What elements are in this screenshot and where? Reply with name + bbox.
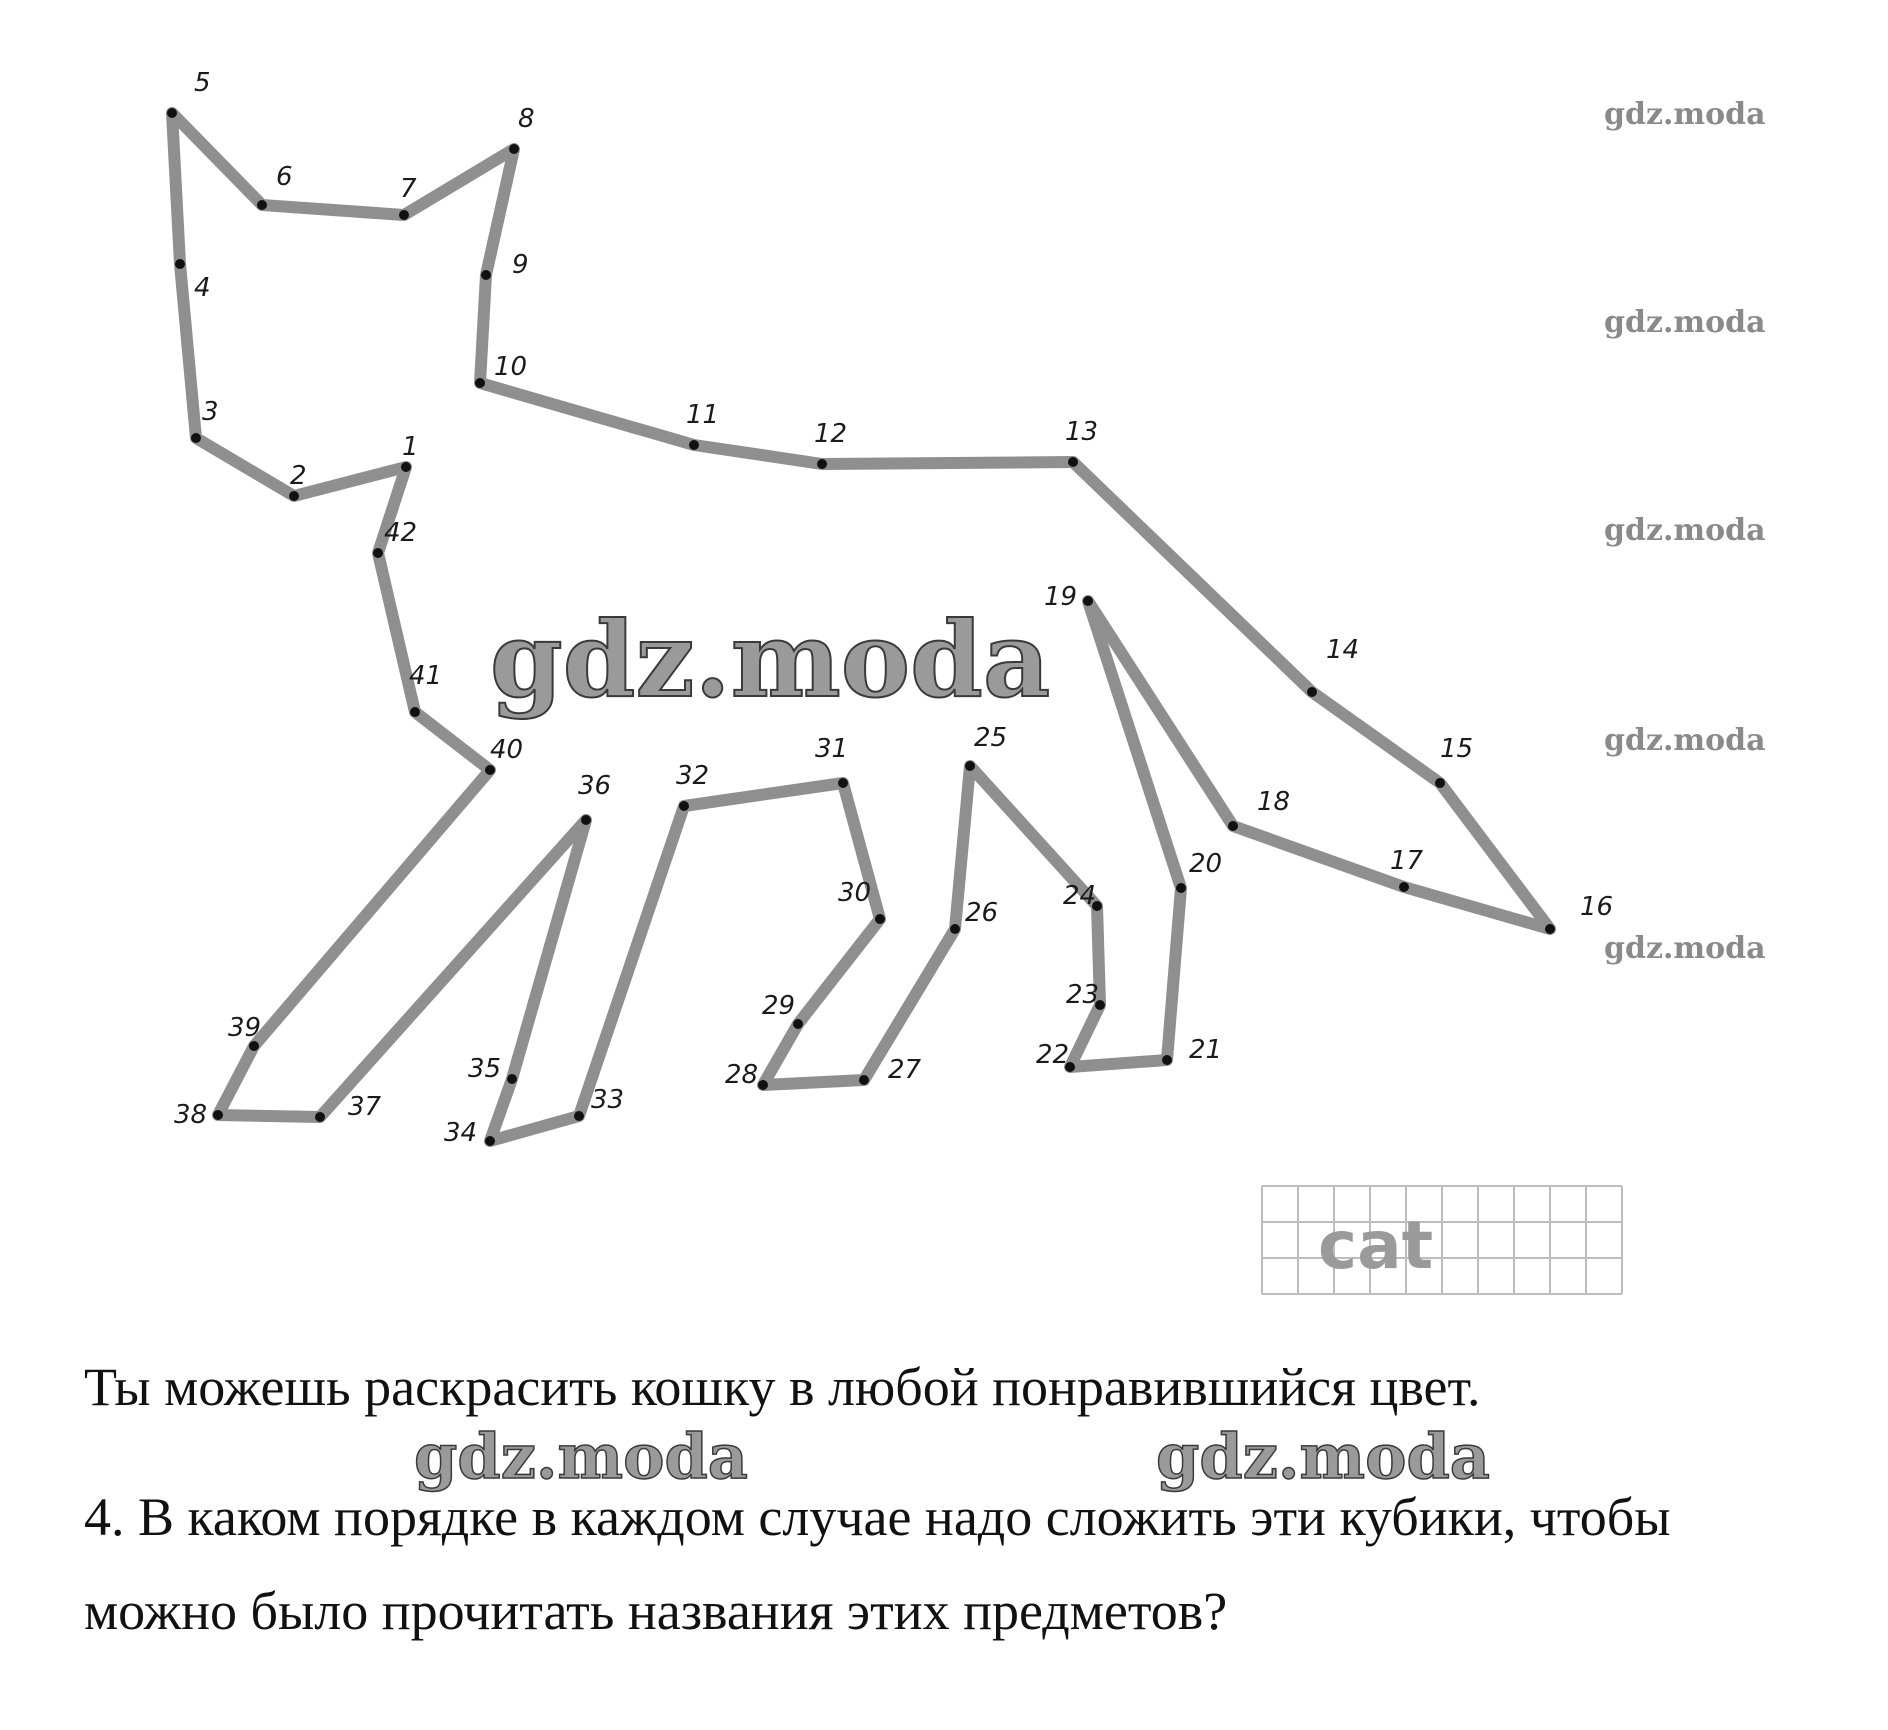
dot-label-23: 23 bbox=[1066, 980, 1100, 1010]
dot-6 bbox=[257, 200, 267, 210]
dot-label-3: 3 bbox=[202, 397, 219, 427]
dot-label-16: 16 bbox=[1580, 892, 1614, 922]
dot-3 bbox=[191, 433, 201, 443]
dot-26 bbox=[950, 924, 960, 934]
dot-20 bbox=[1176, 883, 1186, 893]
dot-42 bbox=[373, 548, 383, 558]
watermark: gdz.moda bbox=[1604, 97, 1766, 132]
dot-13 bbox=[1068, 457, 1078, 467]
watermark-large: gdz.moda bbox=[490, 598, 1051, 721]
dot-label-28: 28 bbox=[725, 1060, 759, 1090]
dot-label-13: 13 bbox=[1065, 417, 1099, 447]
dot-label-37: 37 bbox=[348, 1092, 382, 1122]
dot-label-35: 35 bbox=[468, 1054, 502, 1084]
dot-14 bbox=[1307, 687, 1317, 697]
dot-label-31: 31 bbox=[815, 734, 849, 764]
dot-7 bbox=[399, 210, 409, 220]
dot-11 bbox=[689, 440, 699, 450]
dot-25 bbox=[965, 761, 975, 771]
dot-40 bbox=[485, 765, 495, 775]
task-4-question-line2: можно было прочитать названия этих предметов? bbox=[84, 1581, 1228, 1641]
dot-2 bbox=[289, 491, 299, 501]
dot-21 bbox=[1162, 1055, 1172, 1065]
dot-33 bbox=[574, 1111, 584, 1121]
dot-17 bbox=[1399, 882, 1409, 892]
dot-label-7: 7 bbox=[400, 174, 417, 204]
dot-15 bbox=[1435, 778, 1445, 788]
dot-label-26: 26 bbox=[965, 898, 999, 928]
dot-label-41: 41 bbox=[409, 661, 443, 691]
watermark: gdz.moda bbox=[1156, 1420, 1490, 1493]
dot-36 bbox=[581, 815, 591, 825]
dot-label-2: 2 bbox=[290, 461, 307, 491]
dot-38 bbox=[213, 1110, 223, 1120]
watermark: gdz.moda bbox=[1604, 513, 1766, 548]
dot-label-42: 42 bbox=[384, 518, 418, 548]
dot-label-34: 34 bbox=[444, 1118, 478, 1148]
dot-label-21: 21 bbox=[1189, 1035, 1223, 1065]
dot-9 bbox=[481, 270, 491, 280]
dot-34 bbox=[485, 1136, 495, 1146]
dot-41 bbox=[410, 707, 420, 717]
dot-1 bbox=[401, 462, 411, 472]
dot-label-5: 5 bbox=[194, 68, 211, 98]
watermark: gdz.moda bbox=[1604, 305, 1766, 340]
dot-label-25: 25 bbox=[974, 723, 1008, 753]
dot-label-39: 39 bbox=[228, 1013, 262, 1043]
dot-label-12: 12 bbox=[814, 419, 848, 449]
dot-8 bbox=[509, 144, 519, 154]
dot-label-18: 18 bbox=[1257, 787, 1291, 817]
dot-label-40: 40 bbox=[490, 735, 524, 765]
dot-label-1: 1 bbox=[402, 432, 419, 462]
dot-16 bbox=[1545, 924, 1555, 934]
dot-label-24: 24 bbox=[1063, 881, 1097, 911]
dot-label-9: 9 bbox=[512, 250, 529, 280]
task-4-question-line1: 4. В каком порядке в каждом случае надо сложить эти кубики, чтобы bbox=[84, 1487, 1671, 1547]
dot-10 bbox=[475, 378, 485, 388]
dot-label-22: 22 bbox=[1036, 1040, 1070, 1070]
answer-word: cat bbox=[1318, 1207, 1434, 1284]
instruction-color-cat: Ты можешь раскрасить кошку в любой понравившийся цвет. bbox=[84, 1357, 1481, 1417]
dot-28 bbox=[758, 1080, 768, 1090]
answer-grid bbox=[1262, 1186, 1622, 1294]
watermark: gdz.moda bbox=[1604, 931, 1766, 966]
dot-30 bbox=[875, 914, 885, 924]
dot-label-6: 6 bbox=[276, 162, 293, 192]
watermark: gdz.moda bbox=[414, 1420, 748, 1493]
dot-label-11: 11 bbox=[686, 400, 720, 430]
watermark: gdz.moda bbox=[1604, 723, 1766, 758]
dot-label-38: 38 bbox=[174, 1100, 208, 1130]
dot-label-10: 10 bbox=[494, 352, 528, 382]
dot-label-14: 14 bbox=[1326, 635, 1360, 665]
dot-4 bbox=[175, 259, 185, 269]
dot-label-32: 32 bbox=[676, 761, 710, 791]
dot-37 bbox=[315, 1112, 325, 1122]
dot-label-17: 17 bbox=[1390, 846, 1424, 876]
dot-27 bbox=[859, 1075, 869, 1085]
dot-18 bbox=[1228, 821, 1238, 831]
dot-35 bbox=[507, 1074, 517, 1084]
dot-label-30: 30 bbox=[838, 878, 872, 908]
dot-label-4: 4 bbox=[194, 273, 211, 303]
dot-19 bbox=[1083, 596, 1093, 606]
dot-label-19: 19 bbox=[1044, 582, 1078, 612]
dot-label-15: 15 bbox=[1440, 734, 1474, 764]
dot-32 bbox=[679, 801, 689, 811]
dot-label-8: 8 bbox=[518, 104, 535, 134]
dot-label-33: 33 bbox=[591, 1085, 625, 1115]
dot-label-36: 36 bbox=[578, 771, 612, 801]
dot-label-20: 20 bbox=[1189, 849, 1223, 879]
dot-12 bbox=[817, 459, 827, 469]
dot-label-29: 29 bbox=[762, 991, 796, 1021]
dot-5 bbox=[167, 108, 177, 118]
dot-label-27: 27 bbox=[888, 1055, 922, 1085]
dot-31 bbox=[838, 778, 848, 788]
